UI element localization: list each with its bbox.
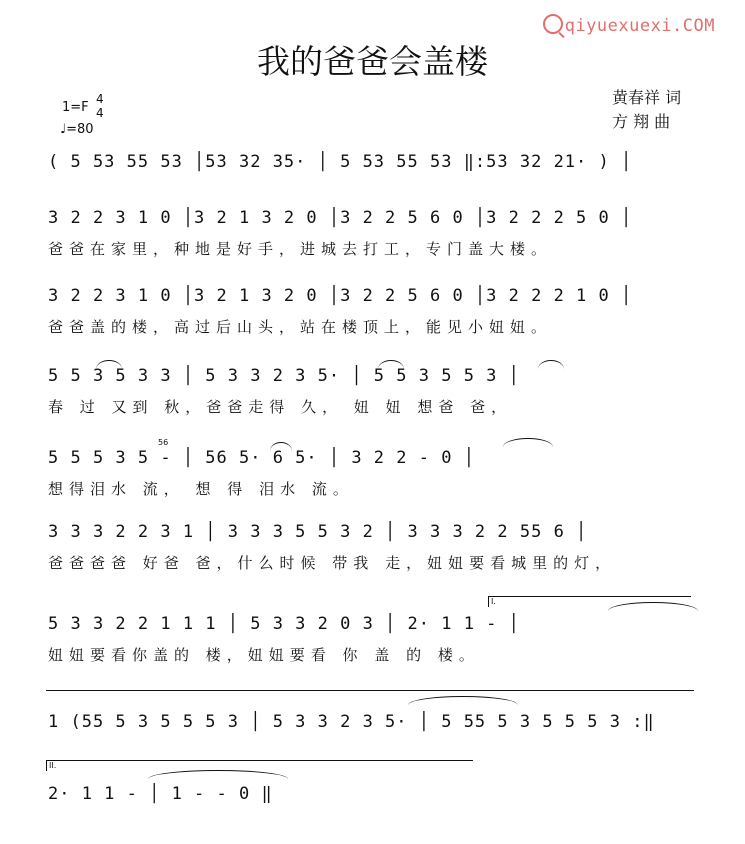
page-title: 我的爸爸会盖楼: [257, 42, 488, 81]
key-signature: 1=F: [62, 100, 89, 115]
score-row-2: [48, 208, 698, 268]
notes-line: 3 3 3 2 2 3 1 │ 3 3 3 5 5 3 2 │ 3 3 3 2 2 55 6 │: [48, 522, 588, 542]
watermark: qiyuexuexi.COM: [543, 14, 715, 36]
volta-1: I.: [488, 596, 691, 607]
score-row-6: [48, 522, 698, 582]
lyrics-line: 爸爸爸爸 好爸 爸，什么时候 带我 走，妞妞要看城里的灯，: [48, 554, 617, 572]
tempo-marking: ♩=80: [60, 122, 94, 137]
notes-line: 5 3 3 2 2 1 1 1 │ 5 3 3 2 0 3 │ 2· 1 1 - │: [48, 614, 520, 634]
credits: [612, 86, 681, 134]
slur-mark: [408, 696, 518, 705]
time-signature-top: 4: [96, 92, 104, 106]
lyrics-line: 妞妞要看你盖的 楼，妞妞要看 你 盖 的 楼。: [48, 646, 480, 664]
lyrics-line: 想得泪水 流， 想 得 泪水 流。: [48, 480, 354, 498]
score-row-4: [48, 366, 698, 426]
lyrics-line: 春 过 又到 秋，爸爸走得 久， 妞 妞 想爸 爸，: [48, 398, 513, 416]
lyrics-line: 爸爸盖的楼，高过后山头，站在楼顶上，能见小妞妞。: [48, 318, 553, 336]
notes-line: 1 (55 5 3 5 5 5 3 │ 5 3 3 2 3 5· │ 5 55 5 3 5 5 5 3 :‖: [48, 712, 655, 732]
notes-line: 5 5 3 5 3 3 │ 5 3 3 2 3 5· │ 5 5 3 5 5 3 │: [48, 366, 520, 386]
score-row-3: [48, 286, 698, 346]
grace-note-mark: 56: [158, 438, 169, 447]
time-signature-bottom: 4: [96, 106, 104, 120]
lyrics-line: 爸爸在家里，种地是好手，进城去打工，专门盖大楼。: [48, 240, 553, 258]
notes-line: 5 5 5 3 5 - │ 56 5· 6 5· │ 3 2 2 - 0 │: [48, 448, 475, 468]
notes-line: 2· 1 1 - │ 1 - - 0 ‖: [48, 784, 273, 804]
score-row-5: [48, 438, 698, 508]
score-row-7: [48, 614, 698, 674]
score-row-9: [48, 784, 698, 844]
notes-line: 3 2 2 3 1 0 │3 2 1 3 2 0 │3 2 2 5 6 0 │3 2 2 2 5 0 │: [48, 208, 633, 228]
tie-line: [46, 690, 694, 691]
lyricist: 黄春祥 词: [612, 88, 682, 107]
notes-line: 3 2 2 3 1 0 │3 2 1 3 2 0 │3 2 2 5 6 0 │3 2 2 2 1 0 │: [48, 286, 633, 306]
slur-mark: [503, 438, 553, 447]
volta-2: II.: [46, 760, 473, 771]
search-icon: [543, 14, 563, 34]
score-row-1: [48, 152, 698, 212]
notes-line: ( 5 53 55 53 │53 32 35· │ 5 53 55 53 ‖:53 32 21· ) │: [48, 152, 633, 172]
composer: 方 翔 曲: [612, 112, 671, 131]
